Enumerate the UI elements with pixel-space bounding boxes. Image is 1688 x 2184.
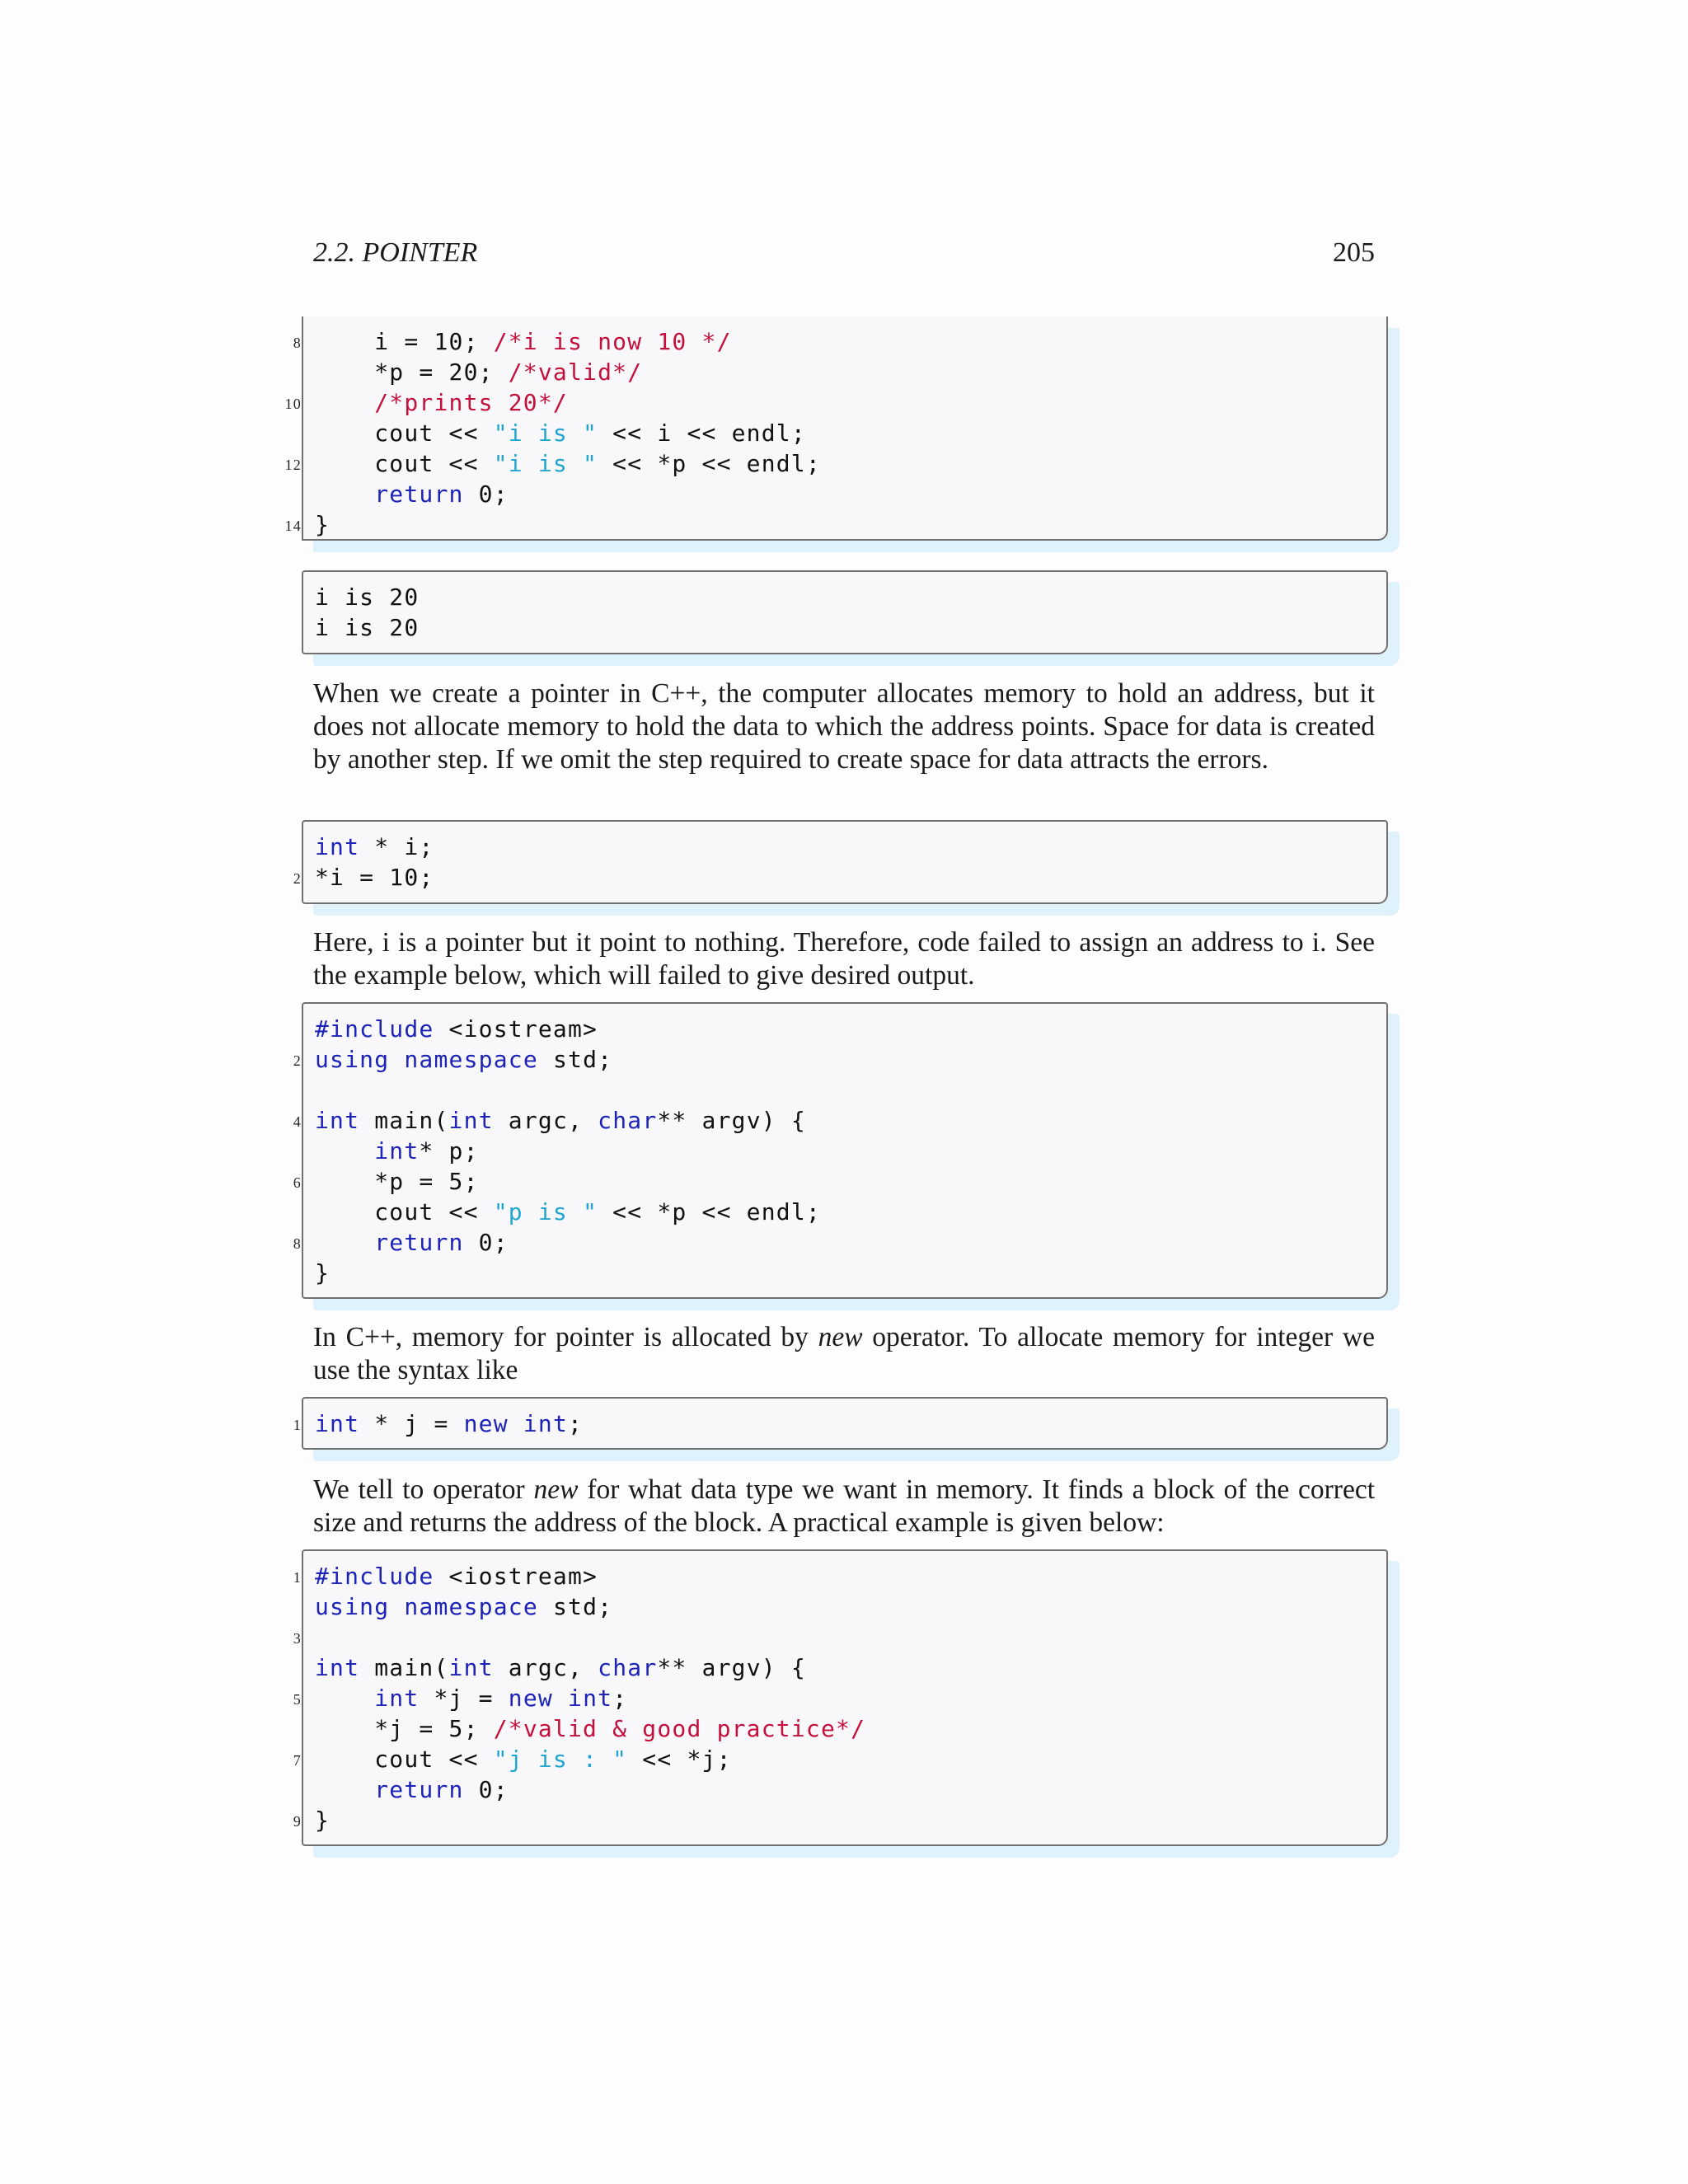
line-number: 4 [293,1113,302,1130]
code-text: std; [537,1593,613,1620]
line-number: 7 [293,1752,302,1769]
code-text: << *p << endl; [598,450,821,477]
body-paragraph [313,1474,1375,1540]
code-line [293,1683,628,1713]
code-keyword: int [523,1410,569,1437]
emphasis-new: new [533,1474,579,1505]
code-listing [293,820,1388,904]
code-line [284,509,331,540]
code-listing [293,1002,1388,1299]
paragraph-text: In C++, memory for pointer is allocated by [313,1322,818,1352]
code-line [293,1561,598,1591]
code-text: *p = 5; [315,1168,479,1195]
code-line [315,1014,598,1044]
line-number [279,1774,302,1805]
code-text: * p; [419,1137,479,1165]
code-keyword: int [315,1654,360,1681]
code-keyword: int [315,1107,360,1134]
line-number [279,418,302,448]
code-keyword: int [448,1654,494,1681]
line-number [279,832,302,862]
code-string: "j is : " [493,1746,628,1773]
line-number: 1 [293,1417,302,1433]
code-keyword: char [598,1654,658,1681]
code-line [293,1744,732,1774]
code-listing [284,316,1388,541]
code-text: } [315,1259,331,1286]
line-number: 1 [293,1569,302,1586]
paragraph-text: for what data type we want in memory. It finds a block of the correct size and returns the address of the block. A practical example is given below: [313,1474,1376,1538]
code-keyword: int [448,1107,494,1134]
body-paragraph: Here, i is a pointer but it point to nothing. Therefore, code failed to assign an address to i. See the example below, which will failed to give desired output. [313,927,1375,991]
code-string: "p is " [493,1198,598,1226]
code-text: << *j; [627,1746,732,1773]
code-keyword: new [508,1685,553,1712]
line-number [279,1136,302,1166]
code-text: main( [359,1654,449,1681]
code-text: argc, [493,1107,598,1134]
code-line [315,1197,821,1227]
running-header-section: 2.2. POINTER [313,237,478,268]
line-number: 3 [293,1630,302,1647]
code-comment: /*valid*/ [508,359,643,386]
line-number: 8 [293,1235,302,1252]
code-text: cout << [315,450,494,477]
code-line [293,326,732,357]
code-text [315,389,374,416]
code-text: cout << [315,1198,494,1226]
code-text: main( [359,1107,449,1134]
code-keyword: char [598,1107,658,1134]
line-number: 5 [293,1691,302,1708]
line-number [279,1197,302,1227]
code-keyword: int [374,1685,420,1712]
code-text: *p = 20; [315,359,509,386]
paragraph-text: operator. To allocate memory for integer we use the syntax like [313,1322,1375,1385]
code-line [293,1805,331,1835]
code-text: cout << [315,419,494,447]
code-line [293,1227,509,1258]
page-number: 205 [1333,237,1375,268]
body-paragraph [313,1321,1375,1387]
code-line [315,1136,479,1166]
code-text: << i << endl; [598,419,806,447]
code-keyword: int [568,1685,613,1712]
code-line [284,387,568,418]
line-number [279,357,302,387]
code-line [284,448,821,479]
output-listing [302,570,1388,654]
line-number: 6 [293,1174,302,1191]
code-line [315,418,806,448]
code-keyword: new [463,1410,509,1437]
line-number [279,1652,302,1683]
code-text [553,1685,568,1712]
code-keyword: #include [315,1015,434,1043]
code-line [315,357,642,387]
code-string: "i is " [493,450,598,477]
code-keyword: int [315,833,360,860]
code-text: *j = [419,1685,509,1712]
code-text: i is 20 [315,614,420,641]
emphasis-new: new [818,1322,863,1352]
code-text: ** argv) { [657,1107,806,1134]
line-number [279,1014,302,1044]
code-comment: /*prints 20*/ [374,389,568,416]
code-text [315,1685,374,1712]
code-keyword: int [374,1137,420,1165]
code-text: ** argv) { [657,1654,806,1681]
code-text [389,1046,404,1073]
code-text [315,480,374,508]
code-text: <iostream> [434,1563,598,1590]
code-line [293,1166,479,1197]
line-number [279,582,302,612]
code-text: * i; [359,833,434,860]
code-text: *j = 5; [315,1715,494,1742]
code-line [315,479,509,509]
code-text: 0; [463,1229,509,1256]
code-line [315,1258,330,1288]
code-text: ; [568,1410,584,1437]
code-line [315,612,419,643]
code-comment: /*i is now 10 */ [493,328,732,355]
line-number [279,1713,302,1744]
code-text: argc, [493,1654,598,1681]
code-keyword: using [315,1046,390,1073]
code-keyword: return [374,1776,464,1803]
code-keyword: return [374,1229,464,1256]
code-text [509,1410,523,1437]
code-line [315,1591,612,1622]
code-text: << *p << endl; [598,1198,821,1226]
line-number [279,612,302,643]
code-text [389,1593,404,1620]
line-number: 10 [284,396,302,412]
code-listing [293,1549,1388,1846]
code-line [293,1408,584,1439]
line-number: 2 [293,1052,302,1069]
code-text: } [315,1807,331,1834]
code-keyword: namespace [404,1046,538,1073]
code-text: *i = 10; [315,864,434,891]
code-line [315,1774,509,1805]
code-text: ; [612,1685,628,1712]
code-comment: /*valid & good practice*/ [493,1715,866,1742]
code-line [293,1105,806,1136]
code-line [293,1044,613,1075]
line-number [279,1075,302,1105]
code-text: i is 20 [315,583,420,611]
code-keyword: int [315,1410,360,1437]
code-text [315,1776,374,1803]
code-text [315,1137,374,1165]
code-keyword: namespace [404,1593,538,1620]
code-keyword: return [374,480,464,508]
line-number: 9 [293,1813,302,1830]
code-text: cout << [315,1746,494,1773]
line-number: 14 [284,518,302,534]
code-text [315,1229,374,1256]
line-number: 12 [284,457,302,473]
line-number: 8 [293,335,302,351]
code-line [315,1713,865,1744]
code-line [293,862,434,893]
code-listing [293,1397,1388,1450]
code-text: * j = [359,1410,464,1437]
code-text: std; [537,1046,613,1073]
code-text: <iostream> [434,1015,598,1043]
code-line [315,582,419,612]
body-paragraph: When we create a pointer in C++, the computer allocates memory to hold an address, but it does not allocate memory to hold the data to which the address points. Space for data is created by another step. If we omit the step required to create space for data attracts the errors. [313,678,1375,775]
code-keyword: using [315,1593,390,1620]
code-line [315,1652,806,1683]
line-number [279,479,302,509]
line-number [279,1591,302,1622]
line-number: 2 [293,870,302,887]
code-line [315,832,434,862]
paragraph-text: We tell to operator [313,1474,534,1505]
code-text: 0; [463,1776,509,1803]
code-text: 0; [463,480,509,508]
code-keyword: #include [315,1563,434,1590]
code-string: "i is " [493,419,598,447]
code-text: } [315,511,331,538]
code-text: i = 10; [315,328,494,355]
line-number [279,1258,302,1288]
